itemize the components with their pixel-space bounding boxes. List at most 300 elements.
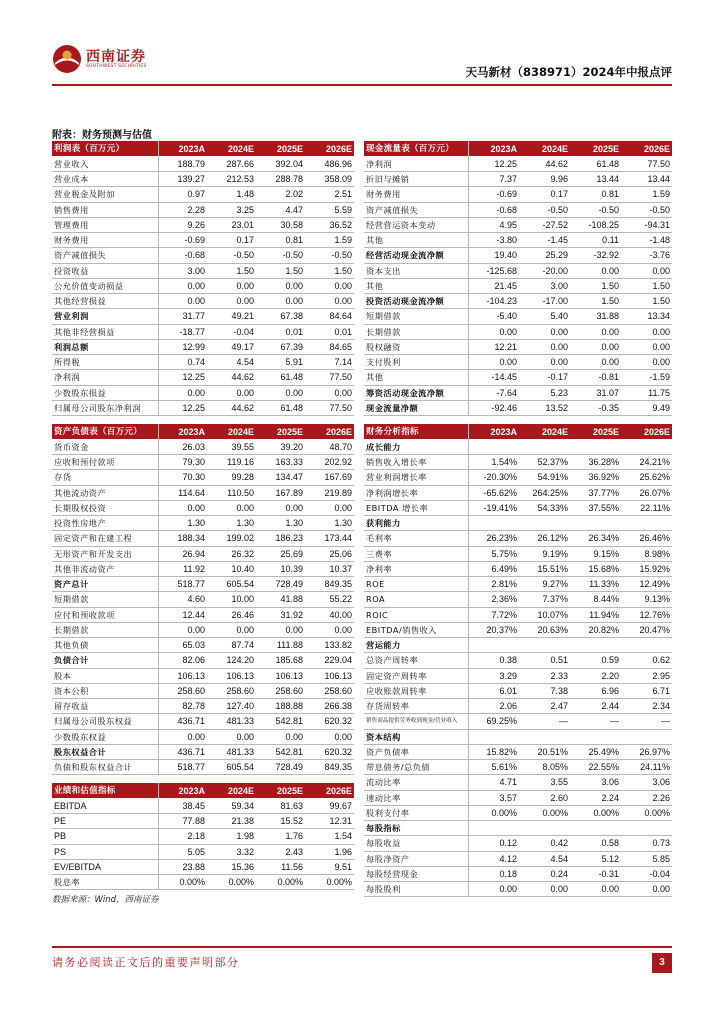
cell-value: 12.31 xyxy=(305,814,354,829)
row-label: 折旧与摊销 xyxy=(364,172,468,187)
cell-value: 0.00 xyxy=(621,263,672,278)
cell-value: 22.55% xyxy=(570,760,621,775)
table-row xyxy=(364,455,672,470)
table-row xyxy=(364,683,672,698)
cell-value: 61.48 xyxy=(256,370,305,385)
cell-value: 0.00 xyxy=(256,500,305,515)
cell-value: 84.65 xyxy=(305,339,354,354)
cell-value: 31.92 xyxy=(256,607,305,622)
cell-value: 2.06 xyxy=(468,699,519,714)
cell-value xyxy=(621,516,672,531)
cell-value: 0.00 xyxy=(621,339,672,354)
cell-value: 6.71 xyxy=(621,683,672,698)
cell-value: 229.04 xyxy=(305,653,354,668)
table-row xyxy=(364,233,672,248)
table-row xyxy=(364,805,672,820)
cell-value: 0.01 xyxy=(256,324,305,339)
cell-value: 9.51 xyxy=(305,859,354,874)
cell-value: 114.64 xyxy=(158,485,207,500)
cell-value: 0.00 xyxy=(256,294,305,309)
row-label: 其他 xyxy=(364,278,468,293)
cell-value: 20.37% xyxy=(468,622,519,637)
cell-value: — xyxy=(519,714,570,729)
row-label: 经营营运资本变动 xyxy=(364,217,468,232)
cell-value: 5.85 xyxy=(621,851,672,866)
cell-value xyxy=(621,439,672,454)
cell-value: 4.54 xyxy=(207,355,256,370)
row-label: 净利润增长率 xyxy=(364,485,468,500)
row-label: EBITDA/销售收入 xyxy=(364,622,468,637)
year-header: 2023A xyxy=(468,424,519,439)
cell-value: 67.38 xyxy=(256,309,305,324)
cell-value: -0.68 xyxy=(158,248,207,263)
cell-value: 82.78 xyxy=(158,699,207,714)
cell-value: 288.78 xyxy=(256,172,305,187)
table-title: 利润表（百万元） xyxy=(52,141,158,156)
row-label: 资本支出 xyxy=(364,263,468,278)
cell-value: 0.00 xyxy=(207,385,256,400)
table-row xyxy=(52,714,354,729)
cell-value: 23.88 xyxy=(158,859,207,874)
cell-value: 2.33 xyxy=(519,668,570,683)
table-header-row xyxy=(364,424,672,439)
cell-value: 37.55% xyxy=(570,500,621,515)
logo-name: 西南证券 xyxy=(86,49,146,65)
row-label: 营业税金及附加 xyxy=(52,187,158,202)
cell-value: 186.23 xyxy=(256,531,305,546)
cell-value: 0.00 xyxy=(621,882,672,897)
cell-value: 258.60 xyxy=(158,683,207,698)
cell-value: 2.20 xyxy=(570,668,621,683)
table-row xyxy=(364,263,672,278)
cell-value: 0.17 xyxy=(519,187,570,202)
cell-value: 3.25 xyxy=(207,202,256,217)
cell-value: 55.22 xyxy=(305,592,354,607)
year-header: 2023A xyxy=(158,783,207,798)
cell-value: 26.46% xyxy=(621,531,672,546)
data-source-note: 数据来源：Wind，西南证券 xyxy=(52,895,159,905)
cell-value: 69.25% xyxy=(468,714,519,729)
cell-value: -1.48 xyxy=(621,233,672,248)
cell-value: -14.45 xyxy=(468,370,519,385)
table-row xyxy=(364,760,672,775)
cell-value: 11.56 xyxy=(256,859,305,874)
cell-value: 61.48 xyxy=(570,156,621,171)
table-row xyxy=(364,622,672,637)
cell-value: 15.68% xyxy=(570,561,621,576)
cell-value: 3.00 xyxy=(519,278,570,293)
cell-value: 0.00 xyxy=(158,385,207,400)
cell-value: -0.31 xyxy=(570,866,621,881)
row-label: 应收和预付款项 xyxy=(52,455,158,470)
row-label: 三费率 xyxy=(364,546,468,561)
cell-value: 0.12 xyxy=(468,836,519,851)
cell-value: 7.37 xyxy=(468,172,519,187)
table-row xyxy=(364,187,672,202)
table-title: 业绩和估值指标 xyxy=(52,783,158,798)
row-label: 存货 xyxy=(52,470,158,485)
year-header: 2026E xyxy=(621,424,672,439)
cell-value: 0.00 xyxy=(519,339,570,354)
cell-value xyxy=(570,729,621,744)
cell-value: 2.43 xyxy=(256,844,305,859)
cell-value: 26.32 xyxy=(207,546,256,561)
cell-value: 0.01 xyxy=(305,324,354,339)
row-label: 每股股利 xyxy=(364,882,468,897)
row-label: 资产总计 xyxy=(52,577,158,592)
appendix-title: 附表：财务预测与估值 xyxy=(52,130,152,141)
cell-value: 99.67 xyxy=(305,798,354,813)
table-row xyxy=(364,866,672,881)
row-label: EV/EBITDA xyxy=(52,859,158,874)
cell-value: 0.00 xyxy=(207,294,256,309)
row-label: 毛利率 xyxy=(364,531,468,546)
table-row xyxy=(364,836,672,851)
cell-value: 3.55 xyxy=(519,775,570,790)
cell-value: 0.00 xyxy=(519,355,570,370)
cell-value: 2.18 xyxy=(158,829,207,844)
cell-value: 287.66 xyxy=(207,156,256,171)
table-row xyxy=(52,744,354,759)
cell-value: 436.71 xyxy=(158,744,207,759)
table-row xyxy=(52,156,354,171)
row-label: 每股净资产 xyxy=(364,851,468,866)
row-label: 其他 xyxy=(364,233,468,248)
cell-value: -0.04 xyxy=(207,324,256,339)
row-label: PB xyxy=(52,829,158,844)
table-row xyxy=(52,622,354,637)
cell-value: 139.27 xyxy=(158,172,207,187)
cell-value: 518.77 xyxy=(158,760,207,775)
year-header: 2026E xyxy=(305,783,354,798)
cell-value: 2.24 xyxy=(570,790,621,805)
cell-value: 258.60 xyxy=(305,683,354,698)
cell-value: -104.23 xyxy=(468,294,519,309)
cell-value: 0.00 xyxy=(519,882,570,897)
cell-value: 77.50 xyxy=(305,400,354,415)
cell-value: 30.58 xyxy=(256,217,305,232)
cell-value: 188.34 xyxy=(158,531,207,546)
cell-value: -65.62% xyxy=(468,485,519,500)
table-row xyxy=(364,294,672,309)
cell-value: 81.63 xyxy=(256,798,305,813)
cell-value: 1.50 xyxy=(621,278,672,293)
cell-value: -0.50 xyxy=(305,248,354,263)
table-row xyxy=(52,829,354,844)
year-header: 2024E xyxy=(207,424,256,439)
cell-value: 87.74 xyxy=(207,638,256,653)
cell-value xyxy=(570,638,621,653)
cell-value: 0.00 xyxy=(305,294,354,309)
cell-value: 12.49% xyxy=(621,577,672,592)
table-row xyxy=(364,278,672,293)
cell-value: 4.54 xyxy=(519,851,570,866)
cell-value: 11.92 xyxy=(158,561,207,576)
cell-value: 258.60 xyxy=(207,683,256,698)
balance-sheet-table xyxy=(52,424,354,775)
cash-flow-table xyxy=(364,141,672,416)
cell-value: 1.50 xyxy=(305,263,354,278)
cell-value: 5.59 xyxy=(305,202,354,217)
cell-value: 70.30 xyxy=(158,470,207,485)
cell-value: 173.44 xyxy=(305,531,354,546)
cell-value: 620.32 xyxy=(305,744,354,759)
cell-value: 3.00 xyxy=(158,263,207,278)
cell-value: 25.62% xyxy=(621,470,672,485)
table-row xyxy=(364,202,672,217)
year-header: 2025E xyxy=(570,424,621,439)
row-label: 归属母公司股东净利润 xyxy=(52,400,158,415)
row-label: 固定资产周转率 xyxy=(364,668,468,683)
cell-value: 26.23% xyxy=(468,531,519,546)
cell-value: 52.37% xyxy=(519,455,570,470)
cell-value: 0.73 xyxy=(621,836,672,851)
table-header-row xyxy=(52,141,354,156)
cell-value: 5.40 xyxy=(519,309,570,324)
row-label: 投资收益 xyxy=(52,263,158,278)
cell-value: 111.88 xyxy=(256,638,305,653)
row-label: PE xyxy=(52,814,158,829)
cell-value: 21.45 xyxy=(468,278,519,293)
cell-value: 82.06 xyxy=(158,653,207,668)
cell-value: 25.29 xyxy=(519,248,570,263)
table-row xyxy=(52,324,354,339)
cell-value: -7.64 xyxy=(468,385,519,400)
cell-value: 13.44 xyxy=(621,172,672,187)
cell-value: 25.49% xyxy=(570,744,621,759)
cell-value: 0.00 xyxy=(256,385,305,400)
cell-value: 77.88 xyxy=(158,814,207,829)
cell-value: 61.48 xyxy=(256,400,305,415)
cell-value: 188.79 xyxy=(158,156,207,171)
table-row xyxy=(52,172,354,187)
cell-value: 1.30 xyxy=(305,516,354,531)
cell-value: 0.00 xyxy=(570,355,621,370)
table-row xyxy=(364,217,672,232)
row-label: 流动比率 xyxy=(364,775,468,790)
cell-value: -0.50 xyxy=(570,202,621,217)
report-title: 天马新材（838971）2024年中报点评 xyxy=(465,65,672,79)
cell-value: 436.71 xyxy=(158,714,207,729)
table-header-row xyxy=(52,424,354,439)
cell-value: 358.09 xyxy=(305,172,354,187)
cell-value: 185.68 xyxy=(256,653,305,668)
table-row xyxy=(52,653,354,668)
cell-value: 0.00 xyxy=(621,324,672,339)
cell-value: -20.00 xyxy=(519,263,570,278)
year-header: 2026E xyxy=(305,424,354,439)
cell-value: -0.35 xyxy=(570,400,621,415)
cell-value: 9.15% xyxy=(570,546,621,561)
year-header: 2024E xyxy=(519,141,570,156)
row-label: 无形资产和开发支出 xyxy=(52,546,158,561)
cell-value xyxy=(519,638,570,653)
cell-value: 11.94% xyxy=(570,607,621,622)
cell-value: -0.04 xyxy=(621,866,672,881)
cell-value: 0.18 xyxy=(468,866,519,881)
company-logo xyxy=(52,42,162,76)
row-label: 其他 xyxy=(364,370,468,385)
cell-value: 0.00 xyxy=(256,622,305,637)
row-label: EBITDA 增长率 xyxy=(364,500,468,515)
cell-value: 9.26 xyxy=(158,217,207,232)
row-label: 应收账款周转率 xyxy=(364,683,468,698)
year-header: 2023A xyxy=(158,424,207,439)
cell-value: 199.02 xyxy=(207,531,256,546)
table-row xyxy=(364,485,672,500)
row-label: 其他经营损益 xyxy=(52,294,158,309)
cell-value: 1.54 xyxy=(305,829,354,844)
cell-value: -17.00 xyxy=(519,294,570,309)
row-label: 公允价值变动损益 xyxy=(52,278,158,293)
cell-value: 1.50 xyxy=(207,263,256,278)
row-label: 存货周转率 xyxy=(364,699,468,714)
cell-value: 84.64 xyxy=(305,309,354,324)
table-row xyxy=(52,592,354,607)
cell-value: 0.00 xyxy=(158,622,207,637)
cell-value: 12.25 xyxy=(468,156,519,171)
cell-value: 212.53 xyxy=(207,172,256,187)
cell-value: 392.04 xyxy=(256,156,305,171)
table-row xyxy=(52,531,354,546)
cell-value: 19.40 xyxy=(468,248,519,263)
year-header: 2023A xyxy=(158,141,207,156)
row-label: 股本 xyxy=(52,668,158,683)
table-row xyxy=(52,798,354,813)
table-header-row xyxy=(364,141,672,156)
cell-value: 481.33 xyxy=(207,744,256,759)
cell-value: 36.52 xyxy=(305,217,354,232)
cell-value: 849.35 xyxy=(305,577,354,592)
cell-value: 0.00 xyxy=(158,294,207,309)
cell-value: 8.05% xyxy=(519,760,570,775)
table-row xyxy=(364,400,672,415)
cell-value: 37.77% xyxy=(570,485,621,500)
cell-value: -0.68 xyxy=(468,202,519,217)
cell-value: 0.00 xyxy=(570,339,621,354)
cell-value: 26.97% xyxy=(621,744,672,759)
table-row xyxy=(364,699,672,714)
cell-value: 0.17 xyxy=(207,233,256,248)
row-label: 股利支付率 xyxy=(364,805,468,820)
cell-value: 0.00 xyxy=(207,622,256,637)
row-label: 财务费用 xyxy=(52,233,158,248)
cell-value: 620.32 xyxy=(305,714,354,729)
year-header: 2025E xyxy=(256,141,305,156)
table-row xyxy=(364,821,672,836)
cell-value: 25.69 xyxy=(256,546,305,561)
year-header: 2025E xyxy=(570,141,621,156)
row-label: 投资性房地产 xyxy=(52,516,158,531)
row-label: 经营活动现金流净额 xyxy=(364,248,468,263)
cell-value: 5.61% xyxy=(468,760,519,775)
cell-value: 5.23 xyxy=(519,385,570,400)
cell-value: 518.77 xyxy=(158,577,207,592)
cell-value: 0.00 xyxy=(305,278,354,293)
cell-value: 2.51 xyxy=(305,187,354,202)
cell-value xyxy=(468,516,519,531)
cell-value: 67.39 xyxy=(256,339,305,354)
row-label: 资本公积 xyxy=(52,683,158,698)
cell-value: 38.45 xyxy=(158,798,207,813)
cell-value: 6.49% xyxy=(468,561,519,576)
cell-value xyxy=(468,439,519,454)
cell-value: 2.81% xyxy=(468,577,519,592)
cell-value: 0.00 xyxy=(305,622,354,637)
cell-value: 13.44 xyxy=(570,172,621,187)
cell-value: 1.48 xyxy=(207,187,256,202)
cell-value: 0.51 xyxy=(519,653,570,668)
cell-value: 2.95 xyxy=(621,668,672,683)
table-row xyxy=(364,592,672,607)
cell-value xyxy=(519,729,570,744)
cell-value: 1.50 xyxy=(256,263,305,278)
logo-subtitle: SOUTHWEST SECURITIES xyxy=(86,64,147,69)
cell-value: 9.96 xyxy=(519,172,570,187)
cell-value: 163.33 xyxy=(256,455,305,470)
cell-value: 15.51% xyxy=(519,561,570,576)
row-label: 每股经营现金 xyxy=(364,866,468,881)
row-label: EBITDA xyxy=(52,798,158,813)
row-label: 资产减值损失 xyxy=(364,202,468,217)
cell-value: 0.00% xyxy=(468,805,519,820)
table-row xyxy=(52,859,354,874)
table-title: 财务分析指标 xyxy=(364,424,468,439)
cell-value: 13.34 xyxy=(621,309,672,324)
cell-value: 2.28 xyxy=(158,202,207,217)
table-row xyxy=(364,370,672,385)
table-row xyxy=(52,668,354,683)
cell-value: 0.00 xyxy=(305,500,354,515)
row-label: 现金流量净额 xyxy=(364,400,468,415)
cell-value: -0.17 xyxy=(519,370,570,385)
cell-value: 2.26 xyxy=(621,790,672,805)
row-label: 负债合计 xyxy=(52,653,158,668)
cell-value: 0.00 xyxy=(207,278,256,293)
table-row xyxy=(52,546,354,561)
table-row xyxy=(364,668,672,683)
cell-value: 5.75% xyxy=(468,546,519,561)
row-label: ROIC xyxy=(364,607,468,622)
row-label: 长期借款 xyxy=(52,622,158,637)
table-row xyxy=(364,248,672,263)
table-row xyxy=(52,760,354,775)
row-label: 投资活动现金流净额 xyxy=(364,294,468,309)
table-row xyxy=(364,638,672,653)
row-label: 短期借款 xyxy=(52,592,158,607)
year-header: 2025E xyxy=(256,783,305,798)
cell-value: -0.50 xyxy=(207,248,256,263)
row-label: 每股指标 xyxy=(364,821,468,836)
cell-value: 0.00 xyxy=(256,729,305,744)
cell-value: 0.00 xyxy=(468,324,519,339)
cell-value: 5.12 xyxy=(570,851,621,866)
cell-value: 54.33% xyxy=(519,500,570,515)
cell-value: 23.01 xyxy=(207,217,256,232)
table-row xyxy=(364,561,672,576)
cell-value: 1.54% xyxy=(468,455,519,470)
footer-disclaimer: 请务必阅读正文后的重要声明部分 xyxy=(52,956,240,969)
cell-value: 26.94 xyxy=(158,546,207,561)
cell-value: 24.11% xyxy=(621,760,672,775)
cell-value: 1.30 xyxy=(256,516,305,531)
table-row xyxy=(52,217,354,232)
cell-value: 10.07% xyxy=(519,607,570,622)
year-header: 2025E xyxy=(256,424,305,439)
cell-value: 0.00% xyxy=(207,875,256,890)
table-row xyxy=(52,202,354,217)
table-row xyxy=(364,882,672,897)
